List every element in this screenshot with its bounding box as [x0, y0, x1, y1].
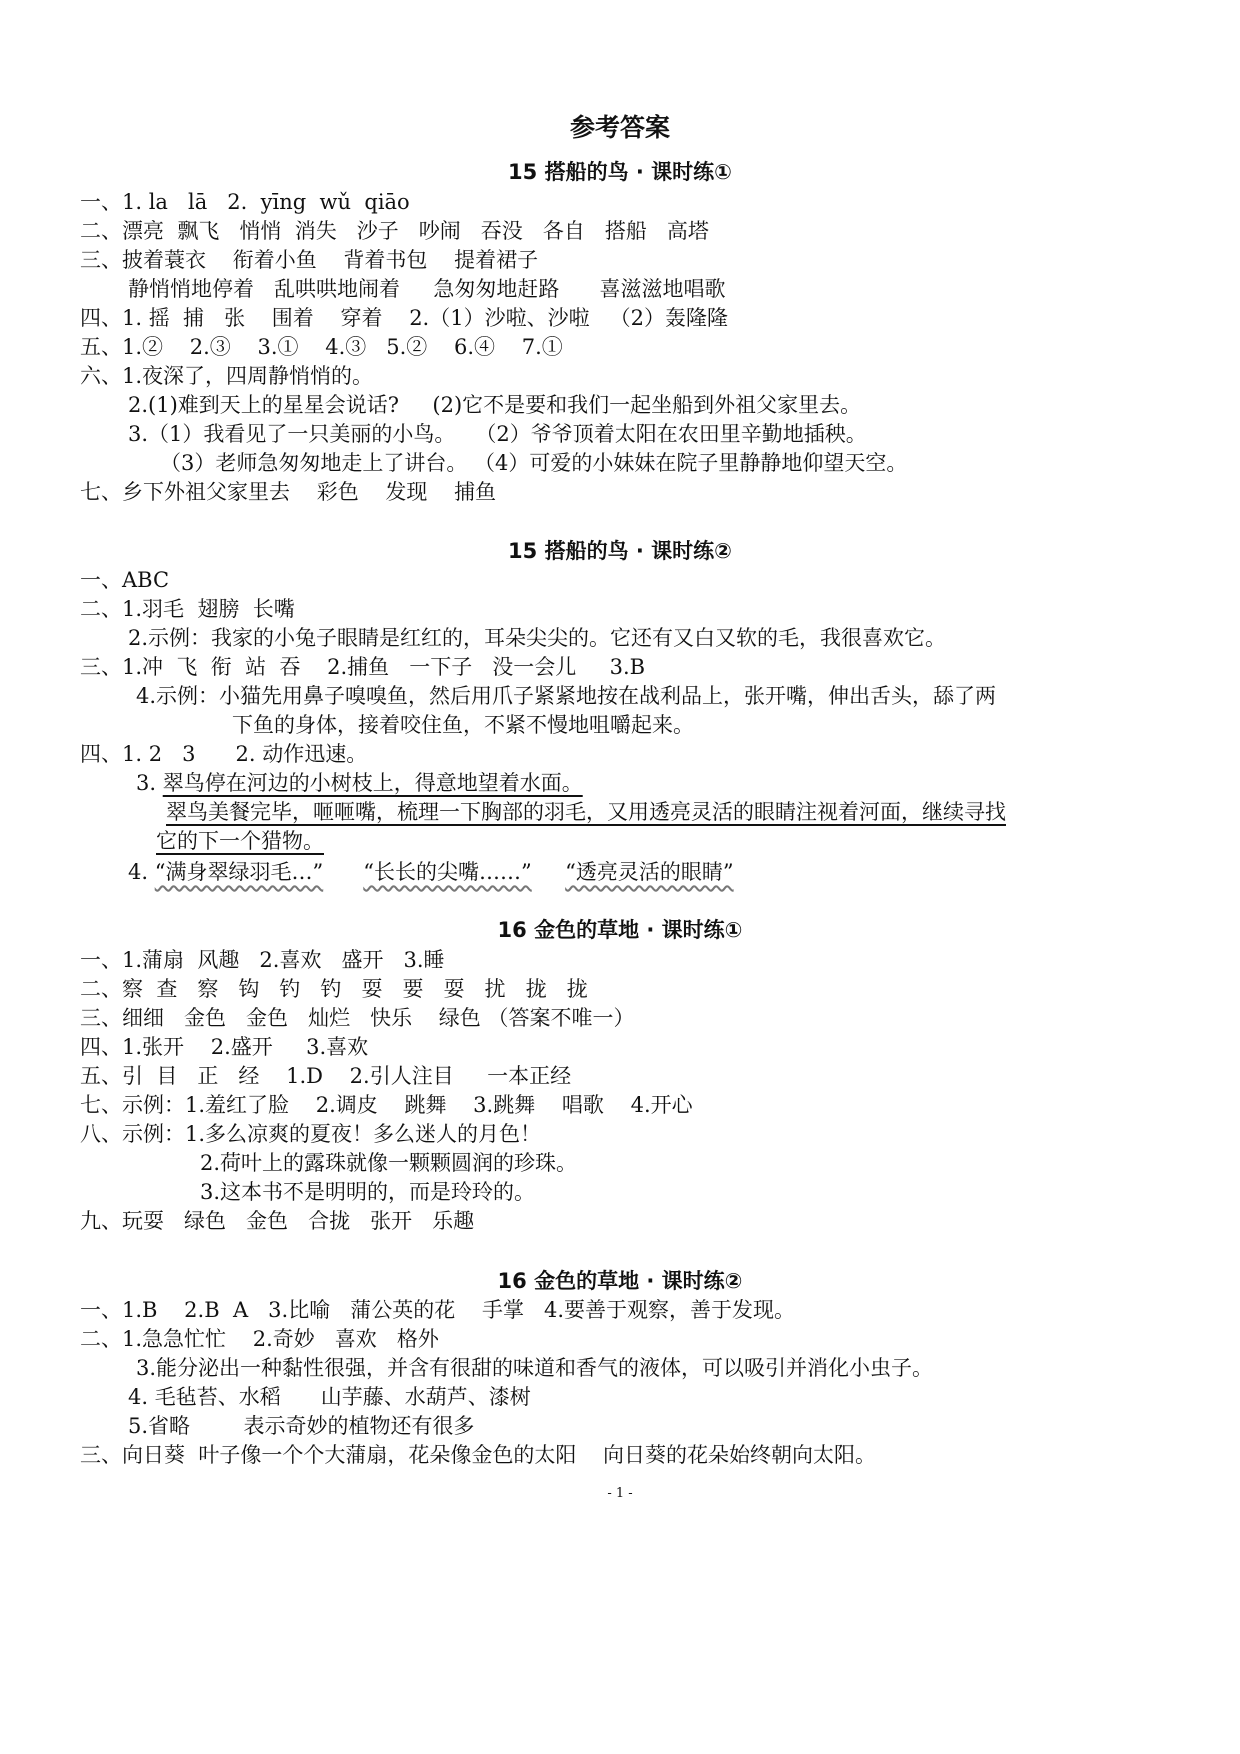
answer-line: 静悄悄地停着 乱哄哄地闹着 急匆匆地赶路 喜滋滋地唱歌 [128, 277, 726, 301]
section-heading: 15 搭船的鸟 · 课时练① [508, 160, 732, 184]
answer-line: 三、向日葵 叶子像一个个大蒲扇，花朵像金色的太阳 向日葵的花朵始终朝向太阳。 [80, 1443, 877, 1467]
answer-line: 五、引 目 正 经 1.D 2.引人注目 一本正经 [80, 1064, 572, 1088]
page-title: 参考答案 [569, 113, 670, 142]
underlined-answer: 它的下一个猎物。 [156, 829, 324, 853]
wavy-answer: “满身翠绿羽毛…” [154, 860, 324, 884]
answer-line: 5.省略 表示奇妙的植物还有很多 [128, 1414, 475, 1438]
answer-line [136, 769, 583, 798]
item-number: 4. [128, 860, 155, 884]
answer-line: 三、披着蓑衣 衔着小鱼 背着书包 提着裙子 [80, 248, 539, 272]
item-number: 3. [136, 771, 163, 795]
answer-line: 3.能分泌出一种黏性很强，并含有很甜的味道和香气的液体，可以吸引并消化小虫子。 [136, 1356, 934, 1380]
answer-line: 一、ABC [80, 568, 170, 592]
answer-line: 五、1.② 2.③ 3.① 4.③ 5.② 6.④ 7.① [80, 335, 563, 359]
answer-line: 下鱼的身体，接着咬住鱼，不紧不慢地咀嚼起来。 [232, 713, 694, 737]
answer-line: 六、1.夜深了，四周静悄悄的。 [80, 364, 374, 388]
answer-line: 二、1.急急忙忙 2.奇妙 喜欢 格外 [80, 1327, 439, 1351]
answer-line: 二、察 查 察 钩 钓 钓 耍 要 耍 扰 拢 拢 [80, 977, 588, 1001]
answer-line: 三、细细 金色 金色 灿烂 快乐 绿色 （答案不唯一） [80, 1006, 635, 1030]
answer-line: 4.示例：小猫先用鼻子嗅嗅鱼，然后用爪子紧紧地按在战利品上，张开嘴，伸出舌头，舔了两 [136, 684, 997, 708]
answer-line: 3.（1）我看见了一只美丽的小鸟。 （2）爷爷顶着太阳在农田里辛勤地插秧。 [128, 422, 867, 446]
answer-line: 七、示例：1.羞红了脸 2.调皮 跳舞 3.跳舞 唱歌 4.开心 [80, 1093, 693, 1117]
answer-line: 一、1.B 2.B A 3.比喻 蒲公英的花 手掌 4.要善于观察，善于发现。 [80, 1298, 796, 1322]
answer-line: 2.示例：我家的小兔子眼睛是红红的，耳朵尖尖的。它还有又白又软的毛，我很喜欢它。 [128, 626, 947, 650]
answer-line: 3.这本书不是明明的，而是玲玲的。 [200, 1180, 536, 1204]
answer-line: 2.荷叶上的露珠就像一颗颗圆润的珍珠。 [200, 1151, 578, 1175]
answer-line: 二、漂亮 飘飞 悄悄 消失 沙子 吵闹 吞没 各自 搭船 高塔 [80, 219, 709, 243]
wavy-answer: “透亮灵活的眼睛” [565, 860, 734, 884]
answer-line: 二、1.羽毛 翅膀 长嘴 [80, 597, 295, 621]
answer-line: 三、1.冲 飞 衔 站 吞 2.捕鱼 一下子 没一会儿 3.B [80, 655, 646, 679]
page-number: - 1 - [607, 1486, 633, 1501]
answer-line: 四、1. 摇 捕 张 围着 穿着 2.（1）沙啦、沙啦 （2）轰隆隆 [80, 306, 728, 330]
wavy-answer: “长长的尖嘴……” [363, 860, 532, 884]
answer-line: 一、1. la lā 2. yīng wǔ qiāo [80, 190, 410, 214]
section-heading: 16 金色的草地 · 课时练② [497, 1269, 743, 1293]
answer-line [156, 827, 324, 856]
section-heading: 15 搭船的鸟 · 课时练② [508, 539, 732, 563]
answer-line: 九、玩耍 绿色 金色 合拢 张开 乐趣 [80, 1209, 475, 1233]
answer-line [128, 858, 734, 887]
answer-line: 2.(1)难到天上的星星会说话? (2)它不是要和我们一起坐船到外祖父家里去。 [128, 393, 862, 417]
answer-line: 七、乡下外祖父家里去 彩色 发现 捕鱼 [80, 480, 497, 504]
answer-line: 四、1. 2 3 2. 动作迅速。 [80, 742, 368, 766]
answer-line: 4. 毛毡苔、水稻 山芋藤、水葫芦、漆树 [128, 1385, 531, 1409]
answer-line [166, 798, 1006, 827]
underlined-answer: 翠鸟停在河边的小树枝上，得意地望着水面。 [162, 771, 583, 795]
answer-line: （3）老师急匆匆地走上了讲台。 （4）可爱的小妹妹在院子里静静地仰望天空。 [160, 451, 908, 475]
answer-line: 一、1.蒲扇 风趣 2.喜欢 盛开 3.睡 [80, 948, 445, 972]
answer-line: 四、1.张开 2.盛开 3.喜欢 [80, 1035, 369, 1059]
underlined-answer: 翠鸟美餐完毕，咂咂嘴，梳理一下胸部的羽毛，又用透亮灵活的眼睛注视着河面，继续寻找 [166, 800, 1006, 824]
answer-line: 八、示例：1.多么凉爽的夏夜！多么迷人的月色！ [80, 1122, 542, 1146]
section-heading: 16 金色的草地 · 课时练① [497, 918, 743, 942]
